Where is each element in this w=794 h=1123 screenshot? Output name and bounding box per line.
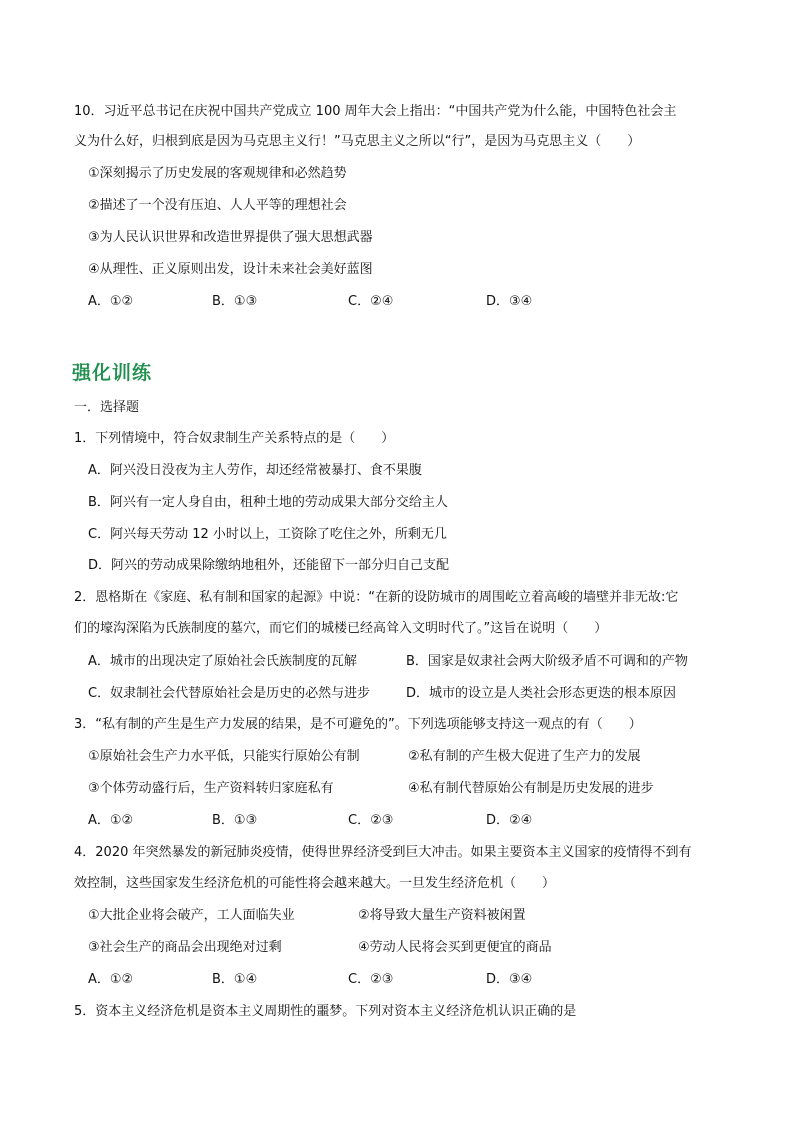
q3-choice-b: B．①③ bbox=[212, 813, 258, 828]
q4-stem-line1: 4．2020 年突然暴发的新冠肺炎疫情，使得世界经济受到巨大冲击。如果主要资本主义国家的疫情得不到有 bbox=[74, 845, 692, 860]
q5-stem: 5．资本主义经济危机是资本主义周期性的噩梦。下列对资本主义经济危机认识正确的是 bbox=[74, 1004, 577, 1019]
q10-item-1: ①深刻揭示了历史发展的客观规律和必然趋势 bbox=[88, 166, 347, 181]
q4-choice-c: C．②③ bbox=[348, 972, 394, 987]
q1-option-d: D．阿兴的劳动成果除缴纳地租外，还能留下一部分归自己支配 bbox=[88, 558, 450, 573]
q10-item-3: ③为人民认识世界和改造世界提供了强大思想武器 bbox=[88, 230, 373, 245]
q4-choice-d: D．③④ bbox=[486, 972, 533, 987]
q10-item-4: ④从理性、正义原则出发，设计未来社会美好蓝图 bbox=[88, 262, 373, 277]
q10-item-2: ②描述了一个没有压迫、人人平等的理想社会 bbox=[88, 198, 347, 213]
q3-choice-a: A．①② bbox=[88, 813, 134, 828]
q2-stem-line2: 们的壕沟深陷为氏族制度的墓穴，而它们的城楼已经高耸入文明时代了。”这旨在说明（ ） bbox=[74, 621, 608, 636]
q2-stem-line1: 2．恩格斯在《家庭、私有制和国家的起源》中说：“在新的设防城市的周围屹立着高峻的墙壁并非无故:它 bbox=[74, 590, 679, 605]
q10-choice-c: C．②④ bbox=[348, 294, 394, 309]
q3-item-4: ④私有制代替原始公有制是历史发展的进步 bbox=[408, 781, 654, 796]
q1-option-b: B．阿兴有一定人身自由，租种土地的劳动成果大部分交给主人 bbox=[88, 495, 448, 510]
q4-stem-line2: 效控制，这些国家发生经济危机的可能性将会越来越大。一旦发生经济危机（ ） bbox=[74, 876, 556, 891]
q3-item-2: ②私有制的产生极大促进了生产力的发展 bbox=[408, 749, 641, 764]
section-heading: 强化训练 bbox=[72, 362, 153, 384]
q1-option-c: C．阿兴每天劳动 12 小时以上，工资除了吃住之外，所剩无几 bbox=[88, 527, 447, 542]
q2-option-a: A．城市的出现决定了原始社会氏族制度的瓦解 bbox=[88, 654, 357, 669]
q1-option-a: A．阿兴没日没夜为主人劳作，却还经常被暴打、食不果腹 bbox=[88, 463, 422, 478]
q3-choice-c: C．②③ bbox=[348, 813, 394, 828]
q4-item-1: ①大批企业将会破产，工人面临失业 bbox=[88, 908, 295, 923]
q1-stem: 1．下列情境中，符合奴隶制生产关系特点的是（ ） bbox=[74, 431, 395, 446]
q4-item-4: ④劳动人民将会买到更便宜的商品 bbox=[358, 940, 552, 955]
q4-item-3: ③社会生产的商品会出现绝对过剩 bbox=[88, 940, 282, 955]
q10-stem-line2: 义为什么好，归根到底是因为马克思主义行！”马克思主义之所以“行”，是因为马克思主义（ ） bbox=[74, 134, 641, 149]
q3-item-3: ③个体劳动盛行后，生产资料转归家庭私有 bbox=[88, 781, 334, 796]
q2-option-d: D．城市的设立是人类社会形态更迭的根本原因 bbox=[406, 686, 677, 701]
q2-option-c: C．奴隶制社会代替原始社会是历史的必然与进步 bbox=[88, 686, 371, 701]
q10-choice-a: A．①② bbox=[88, 294, 134, 309]
q4-choice-b: B．①④ bbox=[212, 972, 258, 987]
q3-stem: 3．“私有制的产生是生产力发展的结果，是不可避免的”。下列选项能够支持这一观点的有（ ） bbox=[74, 717, 642, 732]
q2-option-b: B．国家是奴隶社会两大阶级矛盾不可调和的产物 bbox=[406, 654, 688, 669]
q10-choice-b: B．①③ bbox=[212, 294, 258, 309]
q3-choice-d: D．②④ bbox=[486, 813, 533, 828]
part-label: 一．选择题 bbox=[74, 400, 140, 415]
q3-item-1: ①原始社会生产力水平低，只能实行原始公有制 bbox=[88, 749, 360, 764]
q10-stem-line1: 10．习近平总书记在庆祝中国共产党成立 100 周年大会上指出：“中国共产党为什么能，中国特色社会主 bbox=[74, 104, 677, 119]
q4-choice-a: A．①② bbox=[88, 972, 134, 987]
q10-choice-d: D．③④ bbox=[486, 294, 533, 309]
q4-item-2: ②将导致大量生产资料被闲置 bbox=[358, 908, 526, 923]
